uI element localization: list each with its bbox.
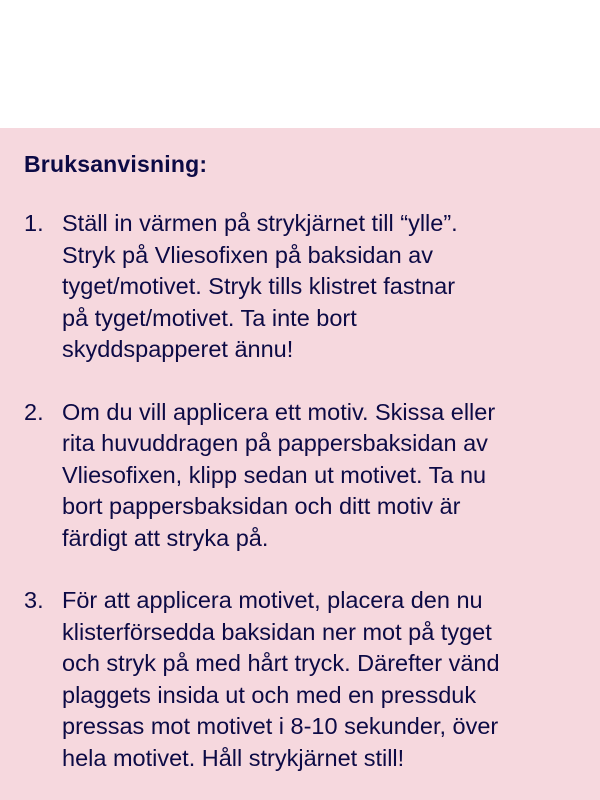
instruction-step-2 bbox=[0, 397, 600, 555]
step-text-line: För att applicera motivet, placera den nu bbox=[62, 587, 483, 613]
step-text-line: bort pappersbaksidan och ditt motiv är bbox=[62, 493, 461, 519]
step-text-line: tyget/motivet. Stryk tills klistret fastnar bbox=[62, 273, 456, 299]
step-text-line: färdigt att stryka på. bbox=[62, 524, 269, 551]
step-text-line: skyddspapperet ännu! bbox=[62, 336, 294, 362]
instruction-steps bbox=[0, 208, 600, 774]
step-number: 3. bbox=[24, 587, 44, 613]
step-text-line: Ställ in värmen på strykjärnet till “ylle”. bbox=[62, 210, 458, 236]
instruction-card bbox=[0, 128, 600, 800]
step-text-line: på tyget/motivet. Ta inte bort bbox=[62, 304, 357, 331]
instructions-heading: Bruksanvisning: bbox=[24, 151, 208, 177]
step-number: 2. bbox=[24, 398, 44, 425]
step-text-line: Stryk på Vliesofixen på baksidan av bbox=[62, 241, 433, 268]
instruction-step-3 bbox=[0, 585, 600, 774]
step-text-line: pressas mot motivet i 8-10 sekunder, över bbox=[62, 713, 499, 739]
step-text-line: klisterförsedda baksidan ner mot på tyget bbox=[62, 618, 492, 645]
step-text-line: och stryk på med hårt tryck. Därefter vänd bbox=[62, 650, 500, 676]
step-text-line: Om du vill applicera ett motiv. Skissa eller bbox=[62, 398, 496, 425]
step-text-line: Vliesofixen, klipp sedan ut motivet. Ta nu bbox=[62, 461, 487, 488]
step-text-line: hela motivet. Håll strykjärnet still! bbox=[62, 744, 405, 771]
step-number: 1. bbox=[24, 210, 44, 236]
step-text-line: plaggets insida ut och med en pressduk bbox=[62, 681, 477, 708]
step-text-line: rita huvuddragen på pappersbaksidan av bbox=[62, 430, 488, 456]
instruction-step-1 bbox=[0, 208, 600, 366]
